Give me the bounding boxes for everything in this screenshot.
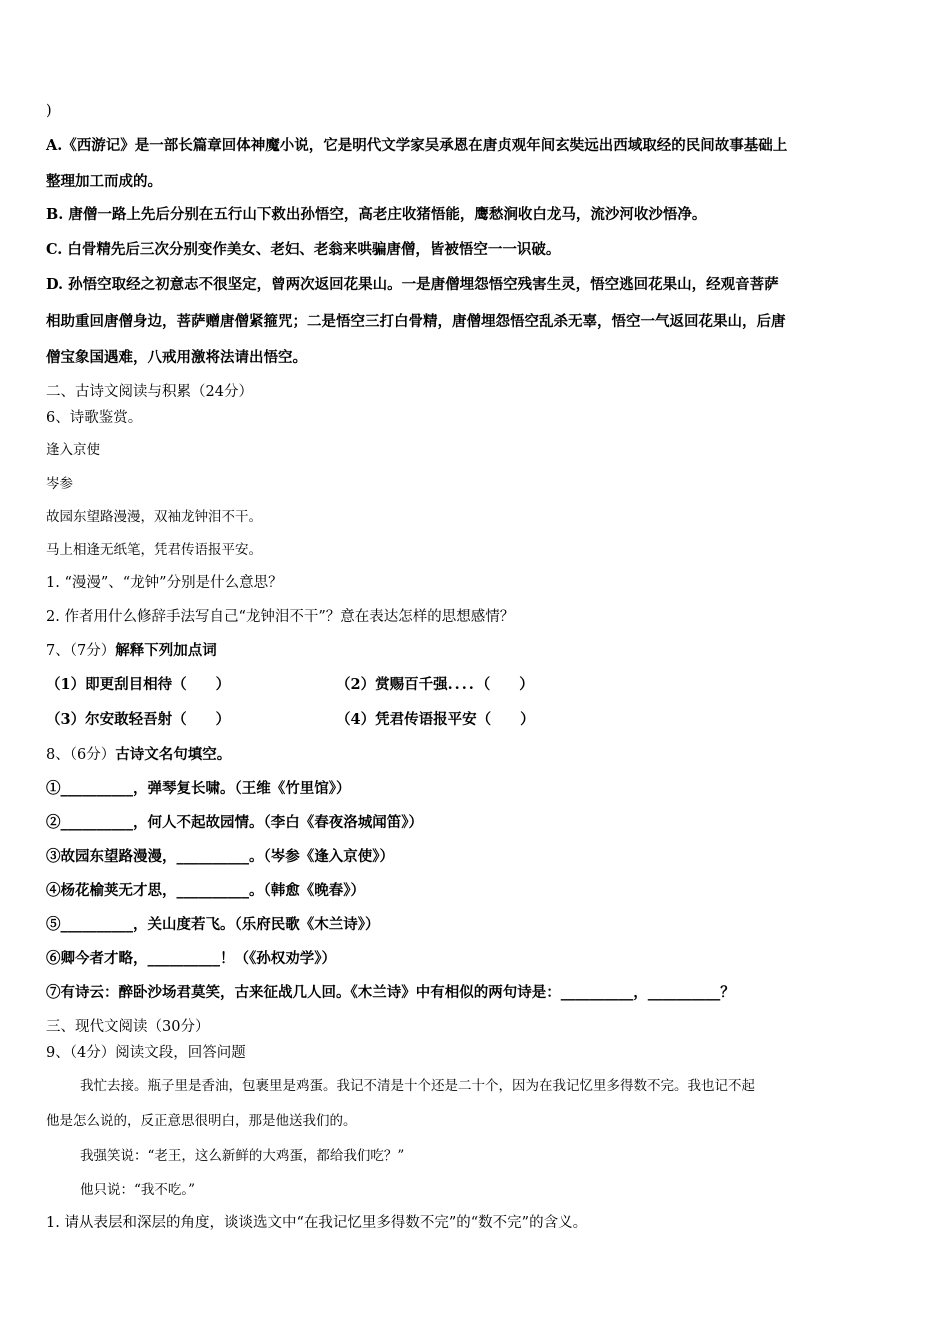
section2-title: 二、古诗文阅读与积累（24分） [46, 384, 253, 400]
q9-sub1: 1. 请从表层和深层的角度，谈谈选文中“在我记忆里多得数不完”的“数不完”的含义。 [46, 1215, 588, 1231]
q9-stem: 9、（4分）阅读文段，回答问题 [46, 1045, 246, 1061]
q7-item2-text: （2）赏赐百千强 [336, 676, 448, 693]
option-a-line2: 整理加工而成的。 [46, 173, 162, 190]
q9-para2: 我强笑说：“老王，这么新鲜的大鸡蛋，都给我们吃？” [80, 1148, 405, 1164]
q8-item-6: ⑥卿今者才略，__________！（《孙权劝学》） [46, 950, 336, 967]
q7-item1: （1）即更刮目相待（ ） [46, 676, 231, 693]
q7-stem [46, 641, 217, 661]
option-b: B. 唐僧一路上先后分别在五行山下救出孙悟空，高老庄收猪悟能，鹰愁涧收白龙马，流沙河收沙悟净。 [46, 206, 707, 223]
q8-stem [46, 745, 231, 765]
q8-item-7: ⑦有诗云：醉卧沙场君莫笑，古来征战几人回。《木兰诗》中有相似的两句诗是：__________，__________？ [46, 984, 735, 1001]
q6-sub1: 1. “漫漫”、“龙钟”分别是什么意思？ [46, 575, 283, 591]
q9-para1-line1: 我忙去接。瓶子里是香油，包裹里是鸡蛋。我记不清是十个还是二十个，因为在我记忆里多得数不完。我也记不起 [80, 1078, 755, 1094]
poem-title: 逢入京使 [46, 442, 100, 458]
paren-close: ) [46, 103, 52, 119]
q7-stem-num: 7、（7分） [46, 643, 116, 659]
q8-item-1: ①__________，弹琴复长啸。（王维《竹里馆》） [46, 780, 351, 797]
q7-item2 [336, 675, 534, 695]
q9-para1-line2: 他是怎么说的，反正意思很明白，那是他送我们的。 [46, 1113, 357, 1129]
q8-item-4: ④杨花榆荚无才思，__________。（韩愈《晚春》） [46, 882, 365, 899]
poem-line1: 故园东望路漫漫，双袖龙钟泪不干。 [46, 509, 262, 525]
emphasis-dots: .... [447, 676, 476, 693]
q7-item4: （4）凭君传语报平安（ ） [336, 711, 535, 728]
poem-line2: 马上相逢无纸笔，凭君传语报平安。 [46, 542, 262, 558]
q7-item2-blank: （ ） [475, 676, 534, 693]
q8-item-3: ③故园东望路漫漫，__________。（岑参《逢入京使》） [46, 848, 394, 865]
poem-author: 岑参 [46, 476, 73, 492]
option-d-line2: 相助重回唐僧身边，菩萨赠唐僧紧箍咒；二是悟空三打白骨精，唐僧埋怨悟空乱杀无辜，悟空一气返回花果山，后唐 [46, 313, 786, 330]
q8-stem-num: 8、（6分） [46, 747, 116, 763]
q8-stem-text: 古诗文名句填空。 [115, 746, 232, 763]
q8-item-5: ⑤__________，关山度若飞。（乐府民歌《木兰诗》） [46, 916, 380, 933]
q8-item-2: ②__________，何人不起故园情。（李白《春夜洛城闻笛》） [46, 814, 423, 831]
q6-stem: 6、诗歌鉴赏。 [46, 410, 143, 426]
q7-stem-text: 解释下列加点词 [115, 642, 217, 659]
q9-para3: 他只说：“我不吃。” [80, 1182, 196, 1198]
option-d-line3: 僧宝象国遇难，八戒用激将法请出悟空。 [46, 349, 307, 366]
section3-title: 三、现代文阅读（30分） [46, 1019, 210, 1035]
option-c: C. 白骨精先后三次分别变作美女、老妇、老翁来哄骗唐僧，皆被悟空一一识破。 [46, 241, 561, 258]
q6-sub2: 2. 作者用什么修辞手法写自己“龙钟泪不干”？意在表达怎样的思想感情？ [46, 609, 515, 625]
q7-item3: （3）尔安敢轻吾射（ ） [46, 711, 231, 728]
option-a-line1: A.《西游记》是一部长篇章回体神魔小说，它是明代文学家吴承恩在唐贞观年间玄奘远出西域取经的民间故事基础上 [46, 137, 788, 154]
option-d-line1: D. 孙悟空取经之初意志不很坚定，曾两次返回花果山。一是唐僧埋怨悟空残害生灵，悟空逃回花果山，经观音菩萨 [46, 276, 779, 293]
